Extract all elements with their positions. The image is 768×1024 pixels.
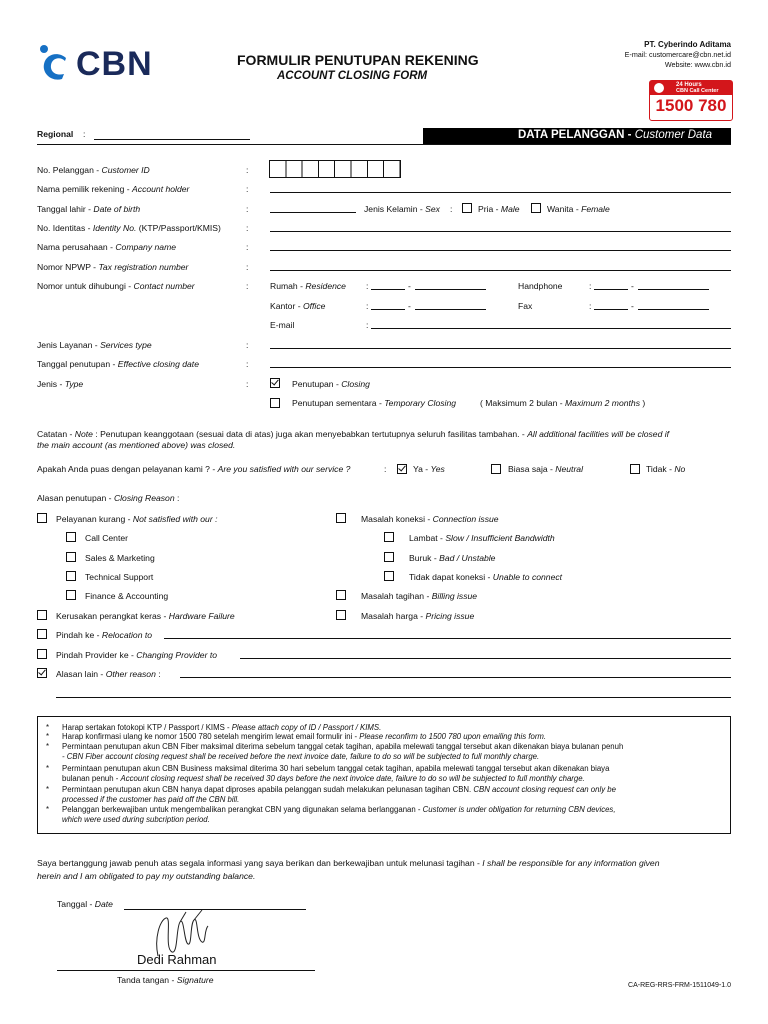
sales-marketing-label: Sales & Marketing xyxy=(85,553,155,563)
headset-icon xyxy=(654,83,664,93)
unable-connect-checkbox[interactable] xyxy=(384,571,394,581)
call-center-label: Call Center xyxy=(85,533,128,543)
regional-field[interactable] xyxy=(94,139,250,140)
colon: : xyxy=(246,242,249,252)
cbn-logo xyxy=(36,42,161,84)
instruction-item: * xyxy=(46,764,50,773)
colon: : xyxy=(246,281,249,291)
customer-id-boxes[interactable] xyxy=(269,160,401,178)
temporary-closing-note: ( Maksimum 2 bulan - Maximum 2 months ) xyxy=(480,398,646,408)
company-field[interactable] xyxy=(270,250,731,251)
residence-area-field[interactable] xyxy=(371,289,405,290)
colon: : xyxy=(450,204,453,214)
colon: : xyxy=(366,320,369,330)
other-reason-field[interactable] xyxy=(180,677,731,678)
company-website: Website: www.cbn.id xyxy=(664,60,731,69)
satisfaction-question: Apakah Anda puas dengan pelayanan kami ? - Are you satisfied with our service ? xyxy=(37,464,351,474)
customer-data-title: DATA PELANGGAN - Customer Data xyxy=(518,129,713,141)
instructions-box xyxy=(37,716,731,834)
logo-text: CBN xyxy=(76,45,153,83)
temporary-closing-label: Penutupan sementara - Temporary Closing xyxy=(292,398,457,408)
billing-issue-checkbox[interactable] xyxy=(336,590,346,600)
field-account-holder-label: Nama pemilik rekening - Account holder xyxy=(37,184,190,194)
pricing-issue-label: Masalah harga - Pricing issue xyxy=(361,611,475,621)
connection-issue-label: Masalah koneksi - Connection issue xyxy=(361,514,499,524)
other-reason-label: Alasan lain - Other reason : xyxy=(56,669,161,679)
unable-connect-label: Tidak dapat koneksi - Unable to connect xyxy=(409,572,563,582)
field-contact-label: Nomor untuk dihubungi - Contact number xyxy=(37,281,195,291)
instruction-text: Permintaan penutupan akun CBN hanya dapat diproses apabila pelanggan sudah melakukan pelunasan tagihan CBN. CBN account closing request can only be processed if the customer has paid off the CBN bill. xyxy=(62,785,616,804)
regional-colon: : xyxy=(83,129,86,139)
field-type-label: Jenis - Type xyxy=(37,379,84,389)
field-customer-id-label: No. Pelanggan - Customer ID xyxy=(37,165,150,175)
closing-reason-title: Alasan penutupan - Closing Reason : xyxy=(37,493,180,503)
billing-issue-label: Masalah tagihan - Billing issue xyxy=(361,591,478,601)
instruction-text: Permintaan penutupan akun CBN Business maksimal diterima 30 hari sebelum tanggal cetak tagihan, apabila melewati tanggal tersebut akan dikenakan biaya bulanan penuh - Account closing request shall be received 30 days before the next invoice date, failure to do so will be subjected to full monthly charge. xyxy=(62,764,610,783)
dash: - xyxy=(408,281,411,291)
sales-marketing-checkbox[interactable] xyxy=(66,552,76,562)
colon: : xyxy=(246,223,249,233)
instruction-item: * xyxy=(46,742,50,751)
colon: : xyxy=(246,379,249,389)
form-subtitle: ACCOUNT CLOSING FORM xyxy=(277,70,428,82)
slow-checkbox[interactable] xyxy=(384,532,394,542)
satisfied-neutral-label: Biasa saja - Neutral xyxy=(508,464,583,474)
colon: : xyxy=(366,301,369,311)
dash: - xyxy=(408,301,411,311)
field-company-label: Nama perusahaan - Company name xyxy=(37,242,177,252)
male-checkbox[interactable] xyxy=(462,203,472,213)
male-label: Pria - Male xyxy=(478,204,520,214)
instruction-text: Permintaan penutupan akun CBN Fiber maksimal diterima sebelum tanggal cetak tagihan, apabila melewati tanggal tersebut akan dikenakan biaya bulanan penuh - CBN Fiber account closing request shall be received before the next invoice date, failure to do so will be subjected to full monthly charge. xyxy=(62,742,624,761)
satisfied-no-checkbox[interactable] xyxy=(630,464,640,474)
handphone-label: Handphone xyxy=(518,281,563,291)
form-code: CA-REG-RRS-FRM-1511049-1.0 xyxy=(628,982,731,989)
call-center-number: 1500 780 xyxy=(655,96,727,115)
unstable-checkbox[interactable] xyxy=(384,552,394,562)
closing-label: Penutupan - Closing xyxy=(292,379,370,389)
colon: : xyxy=(246,340,249,350)
instruction-text: Pelanggan berkewajiban untuk mengembalikan perangkat CBN yang digunakan selama berlangganan - Customer is under obligation for returning CBN devices, which were used during subcription period. xyxy=(62,805,616,824)
date-label: Tanggal - Date xyxy=(57,899,113,909)
pricing-issue-checkbox[interactable] xyxy=(336,610,346,620)
closing-date-field[interactable] xyxy=(270,367,731,368)
dash: - xyxy=(631,301,634,311)
finance-accounting-checkbox[interactable] xyxy=(66,590,76,600)
field-npwp-label: Nomor NPWP - Tax registration number xyxy=(37,262,189,272)
changing-provider-label: Pindah Provider ke - Changing Provider to xyxy=(56,650,217,660)
signer-name: Dedi Rahman xyxy=(137,952,217,967)
cbn-logo-mark-icon xyxy=(36,42,76,84)
changing-provider-checkbox[interactable] xyxy=(37,649,47,659)
technical-support-checkbox[interactable] xyxy=(66,571,76,581)
satisfied-neutral-checkbox[interactable] xyxy=(491,464,501,474)
hardware-failure-label: Kerusakan perangkat keras - Hardware Failure xyxy=(56,611,235,621)
dob-field[interactable] xyxy=(270,212,356,213)
colon: : xyxy=(246,262,249,272)
call-center-24h: 24 Hours xyxy=(676,82,702,88)
not-satisfied-label: Pelayanan kurang - Not satisfied with our : xyxy=(56,514,218,524)
instruction-item: * xyxy=(46,805,50,814)
colon: : xyxy=(589,281,592,291)
email-label: E-mail xyxy=(270,320,295,330)
form-title: FORMULIR PENUTUPAN REKENING xyxy=(237,52,479,68)
colon: : xyxy=(246,204,249,214)
technical-support-label: Technical Support xyxy=(85,572,154,582)
email-field[interactable] xyxy=(371,328,731,329)
colon: : xyxy=(589,301,592,311)
other-reason-checkbox[interactable] xyxy=(37,668,47,678)
closing-note: Catatan - Note : Penutupan keanggotaan (sesuai data di atas) juga akan menyebabkan tertutupnya seluruh fasilitas tambahan. - All additional facilities will be closed if the main account (as mentioned above) was closed. xyxy=(37,429,670,450)
satisfied-yes-checkbox[interactable] xyxy=(397,464,407,474)
connection-issue-checkbox[interactable] xyxy=(336,513,346,523)
handphone-area-field[interactable] xyxy=(594,289,628,290)
residence-label: Rumah - Residence xyxy=(270,281,346,291)
colon: : xyxy=(384,464,387,474)
instruction-item: * xyxy=(46,732,50,741)
unstable-label: Buruk - Bad / Unstable xyxy=(409,553,496,563)
company-name: PT. Cyberindo Aditama xyxy=(644,40,731,49)
not-satisfied-checkbox[interactable] xyxy=(37,513,47,523)
identity-field[interactable] xyxy=(270,231,731,232)
company-email: E-mail: customercare@cbn.net.id xyxy=(624,50,731,59)
other-reason-field-line2[interactable] xyxy=(56,697,731,698)
office-number-field[interactable] xyxy=(415,309,486,310)
instruction-text: Harap sertakan fotokopi KTP / Passport / KIMS - Please attach copy of ID / Passport / KIMS. xyxy=(62,723,382,732)
company-block xyxy=(625,40,731,70)
colon: : xyxy=(246,359,249,369)
fax-label: Fax xyxy=(518,301,533,311)
call-center-badge xyxy=(649,80,733,121)
field-closing-date-label: Tanggal penutupan - Effective closing date xyxy=(37,359,199,369)
sex-label: Jenis Kelamin - Sex xyxy=(364,204,440,214)
declaration-text: Saya bertanggung jawab penuh atas segala informasi yang saya berikan dan berkewajiban untuk melunasi tagihan - I shall be responsible for any information given herein and I am obligated to pay my outstanding balance. xyxy=(37,858,660,881)
field-dob-label: Tanggal lahir - Date of birth xyxy=(37,204,141,214)
satisfied-no-label: Tidak - No xyxy=(646,464,686,474)
female-label: Wanita - Female xyxy=(547,204,610,214)
instruction-item: * xyxy=(46,785,50,794)
call-center-label: CBN Call Center xyxy=(676,88,719,94)
field-services-label: Jenis Layanan - Services type xyxy=(37,340,152,350)
relocation-field[interactable] xyxy=(164,638,731,639)
satisfied-yes-label: Ya - Yes xyxy=(413,464,445,474)
office-label: Kantor - Office xyxy=(270,301,326,311)
npwp-field[interactable] xyxy=(270,270,731,271)
signature-label: Tanda tangan - Signature xyxy=(117,975,214,985)
instruction-item: * xyxy=(46,723,50,732)
relocation-checkbox[interactable] xyxy=(37,629,47,639)
colon: : xyxy=(246,184,249,194)
signature-line[interactable] xyxy=(57,970,315,971)
changing-provider-field[interactable] xyxy=(240,658,731,659)
handphone-number-field[interactable] xyxy=(638,289,709,290)
colon: : xyxy=(246,165,249,175)
fax-number-field[interactable] xyxy=(638,309,709,310)
field-identity-label: No. Identitas - Identity No. (KTP/Passport/KMIS) xyxy=(37,223,221,233)
relocation-label: Pindah ke - Relocation to xyxy=(56,630,153,640)
female-checkbox[interactable] xyxy=(531,203,541,213)
dash: - xyxy=(631,281,634,291)
closing-checkbox[interactable] xyxy=(270,378,280,388)
services-field[interactable] xyxy=(270,348,731,349)
account-holder-field[interactable] xyxy=(270,192,731,193)
finance-accounting-label: Finance & Accounting xyxy=(85,591,169,601)
temporary-closing-checkbox[interactable] xyxy=(270,398,280,408)
slow-label: Lambat - Slow / Insufficient Bandwidth xyxy=(409,533,555,543)
section-rule xyxy=(37,144,731,145)
fax-area-field[interactable] xyxy=(594,309,628,310)
regional-label: Regional xyxy=(37,129,74,139)
residence-number-field[interactable] xyxy=(415,289,486,290)
hardware-failure-checkbox[interactable] xyxy=(37,610,47,620)
colon: : xyxy=(366,281,369,291)
instruction-text: Harap konfirmasi ulang ke nomor 1500 780 setelah mengirim lewat email formulir ini - Please reconfirm to 1500 780 upon emailing this form. xyxy=(62,732,547,741)
office-area-field[interactable] xyxy=(371,309,405,310)
call-center-checkbox[interactable] xyxy=(66,532,76,542)
